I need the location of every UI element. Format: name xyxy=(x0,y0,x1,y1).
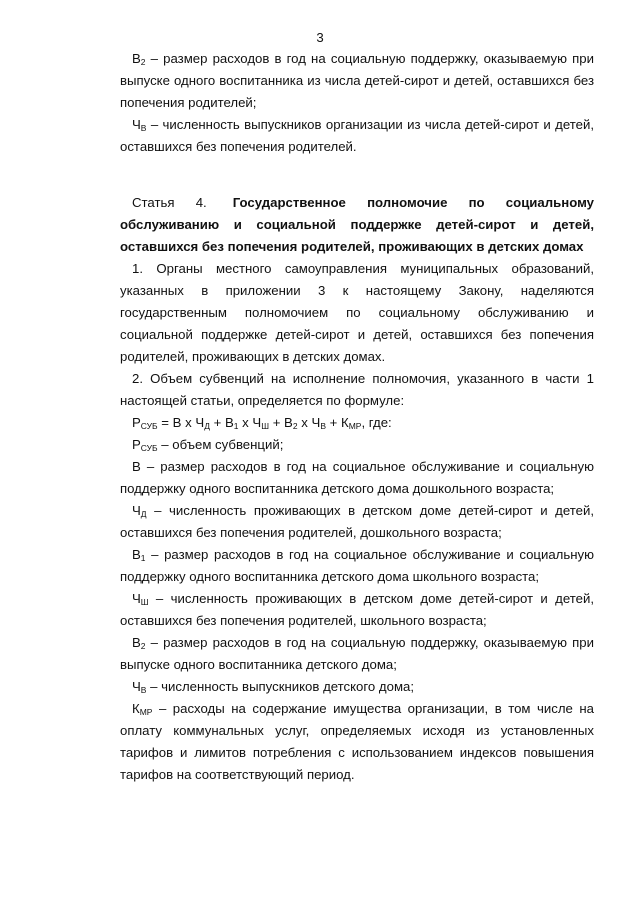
symbol: В xyxy=(132,635,141,650)
symbol: Ч xyxy=(132,117,141,132)
symbol-subscript: МР xyxy=(139,707,153,717)
definition-text: – объем субвенций; xyxy=(157,437,284,452)
symbol: Ч xyxy=(132,679,141,694)
document-body xyxy=(120,48,594,786)
symbol-subscript: 2 xyxy=(140,57,146,67)
definition-text: – размер расходов в год на социальное обслуживание и социальную поддержку одного воспитанника детского дома дошкольного возраста; xyxy=(120,459,594,496)
formula-lhs: Р xyxy=(132,415,141,430)
symbol: Ч xyxy=(132,591,141,606)
definition-text: – численность проживающих в детском доме детей-сирот и детей, оставшихся без попечения родителей, школьного возраста; xyxy=(120,591,594,628)
formula-term: = В х Ч xyxy=(157,415,205,430)
symbol-subscript: В xyxy=(140,123,147,133)
symbol-subscript: Ш xyxy=(140,597,149,607)
symbol-subscript: СУБ xyxy=(140,443,158,453)
symbol: К xyxy=(132,701,140,716)
formula-tail: , где: xyxy=(361,415,392,430)
article-4-heading xyxy=(120,192,594,258)
symbol-subscript: 1 xyxy=(140,553,146,563)
definition-b1 xyxy=(120,544,594,588)
formula-term: х Ч xyxy=(297,415,321,430)
definition-chv xyxy=(120,676,594,698)
definition-text: – размер расходов в год на социальную поддержку, оказываемую при выпуске одного воспитанника из числа детей-сирот и детей, оставшихся без попечения родителей; xyxy=(120,51,594,110)
symbol: В xyxy=(132,459,141,474)
formula-sub: Ш xyxy=(261,421,270,431)
formula-term: + К xyxy=(325,415,349,430)
formula-lhs-sub: СУБ xyxy=(140,421,158,431)
formula-sub: В xyxy=(320,421,326,431)
symbol: Р xyxy=(132,437,141,452)
symbol-subscript: В xyxy=(140,685,147,695)
formula-sub: 2 xyxy=(292,421,298,431)
definition-kmr xyxy=(120,698,594,786)
formula-sub: 1 xyxy=(233,421,239,431)
clause-2: 2. Объем субвенций на исполнение полномочия, указанного в части 1 настоящей статьи, определяется по формуле: xyxy=(120,371,594,408)
definition-text: – численность проживающих в детском доме детей-сирот и детей, оставшихся без попечения родителей, дошкольного возраста; xyxy=(120,503,594,540)
definition-b2-orphans xyxy=(120,48,594,114)
subsidy-formula xyxy=(120,412,594,434)
definition-b xyxy=(120,456,594,500)
page-number: 3 xyxy=(316,30,324,45)
symbol-subscript: Д xyxy=(140,509,147,519)
clause-1: 1. Органы местного самоуправления муниципальных образований, указанных в приложении 3 к настоящему Закону, наделяются государственным полномочием по социальному обслуживанию и социальной поддержке детей-сирот и детей, оставшихся без попечения родителей, проживающих в детских домах. xyxy=(120,261,594,364)
formula-term: + В xyxy=(269,415,293,430)
article-label: Статья 4. xyxy=(132,195,207,210)
definition-text: – численность выпускников детского дома; xyxy=(146,679,415,694)
article-title: Государственное полномочие по социальному обслуживанию и социальной поддержке детей-сирот и детей, оставшихся без попечения родителей, проживающих в детских домах xyxy=(120,195,594,254)
symbol-subscript: 2 xyxy=(140,641,146,651)
definition-chd xyxy=(120,500,594,544)
definition-text: – численность выпускников организации из числа детей-сирот и детей, оставшихся без попечения родителей. xyxy=(120,117,594,154)
definition-rsub xyxy=(120,434,594,456)
formula-term: + В xyxy=(209,415,234,430)
definition-chv-orphans xyxy=(120,114,594,158)
definition-text: – размер расходов в год на социальную поддержку, оказываемую при выпуске одного воспитанника детского дома; xyxy=(120,635,594,672)
formula-sub: МР xyxy=(348,421,362,431)
formula-sub: Д xyxy=(204,421,210,431)
symbol: В xyxy=(132,51,141,66)
definition-text: – размер расходов в год на социальное обслуживание и социальную поддержку одного воспитанника детского дома школьного возраста; xyxy=(120,547,594,584)
definition-text: – расходы на содержание имущества организации, в том числе на оплату коммунальных услуг, определяемых исходя из установленных тарифов и лимитов потребления с использованием индексов повышения тарифов на соответствующий период. xyxy=(120,701,594,782)
formula-term: х Ч xyxy=(238,415,262,430)
definition-b2 xyxy=(120,632,594,676)
definition-chsh xyxy=(120,588,594,632)
symbol: Ч xyxy=(132,503,141,518)
symbol: В xyxy=(132,547,141,562)
